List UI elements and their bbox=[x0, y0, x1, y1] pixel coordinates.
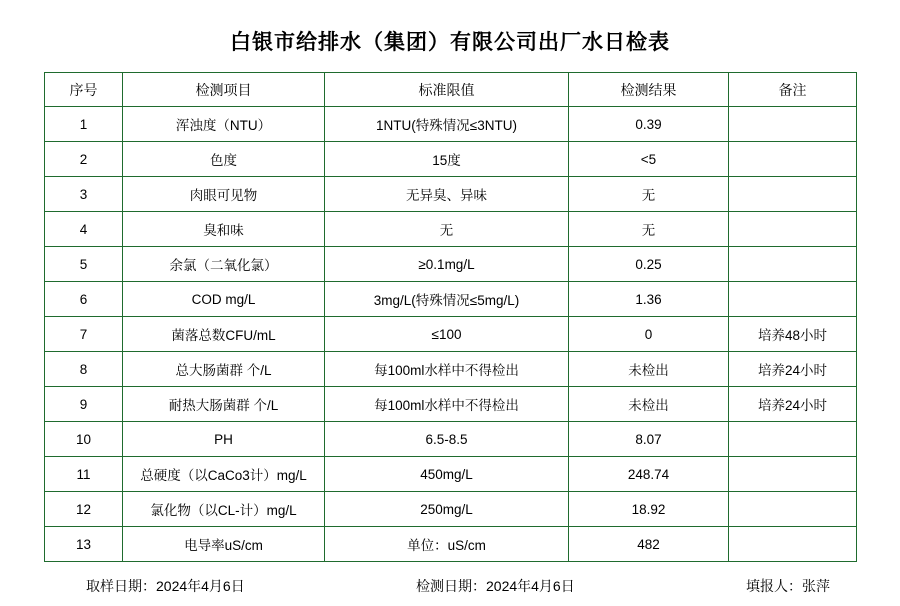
table-row bbox=[45, 177, 857, 212]
column-header-no: 序号 bbox=[45, 73, 123, 107]
column-header-result: 检测结果 bbox=[569, 73, 729, 107]
cell-no: 13 bbox=[45, 527, 123, 562]
cell-result: 248.74 bbox=[569, 457, 729, 492]
cell-limit: 6.5-8.5 bbox=[325, 422, 569, 457]
cell-no: 1 bbox=[45, 107, 123, 142]
cell-no: 10 bbox=[45, 422, 123, 457]
cell-item: 总大肠菌群 个/L bbox=[123, 352, 325, 387]
cell-limit: 3mg/L(特殊情况≤5mg/L) bbox=[325, 282, 569, 317]
table-row bbox=[45, 142, 857, 177]
cell-no: 2 bbox=[45, 142, 123, 177]
water-quality-table bbox=[44, 72, 857, 562]
cell-limit: 250mg/L bbox=[325, 492, 569, 527]
cell-note bbox=[729, 422, 857, 457]
cell-result: 无 bbox=[569, 177, 729, 212]
cell-item: 浑浊度（NTU） bbox=[123, 107, 325, 142]
cell-no: 3 bbox=[45, 177, 123, 212]
cell-item: 电导率uS/cm bbox=[123, 527, 325, 562]
cell-limit: 单位：uS/cm bbox=[325, 527, 569, 562]
cell-item: 色度 bbox=[123, 142, 325, 177]
table-row bbox=[45, 212, 857, 247]
cell-limit: 15度 bbox=[325, 142, 569, 177]
table-header-row bbox=[45, 73, 857, 107]
table-header bbox=[45, 73, 857, 107]
cell-no: 6 bbox=[45, 282, 123, 317]
cell-no: 9 bbox=[45, 387, 123, 422]
cell-note bbox=[729, 177, 857, 212]
table-container bbox=[0, 72, 900, 562]
reporter-name: 填报人：张萍 bbox=[746, 578, 830, 594]
table-row bbox=[45, 282, 857, 317]
cell-limit: 无 bbox=[325, 212, 569, 247]
cell-result: 未检出 bbox=[569, 352, 729, 387]
cell-result: 无 bbox=[569, 212, 729, 247]
cell-item: 余氯（二氧化氯） bbox=[123, 247, 325, 282]
cell-limit: 450mg/L bbox=[325, 457, 569, 492]
cell-item: 菌落总数CFU/mL bbox=[123, 317, 325, 352]
cell-limit: 每100ml水样中不得检出 bbox=[325, 387, 569, 422]
cell-no: 11 bbox=[45, 457, 123, 492]
cell-item: 臭和味 bbox=[123, 212, 325, 247]
table-row bbox=[45, 457, 857, 492]
column-header-note: 备注 bbox=[729, 73, 857, 107]
cell-note bbox=[729, 212, 857, 247]
cell-note bbox=[729, 107, 857, 142]
cell-note bbox=[729, 247, 857, 282]
cell-result: 8.07 bbox=[569, 422, 729, 457]
table-row bbox=[45, 422, 857, 457]
cell-result: 0.25 bbox=[569, 247, 729, 282]
cell-result: 0.39 bbox=[569, 107, 729, 142]
table-row bbox=[45, 352, 857, 387]
table-row bbox=[45, 492, 857, 527]
cell-note bbox=[729, 457, 857, 492]
cell-no: 8 bbox=[45, 352, 123, 387]
testing-date: 检测日期：2024年4月6日 bbox=[416, 578, 575, 594]
cell-item: 耐热大肠菌群 个/L bbox=[123, 387, 325, 422]
table-row bbox=[45, 317, 857, 352]
table-row bbox=[45, 247, 857, 282]
cell-result: 1.36 bbox=[569, 282, 729, 317]
table-row bbox=[45, 107, 857, 142]
cell-limit: 1NTU(特殊情况≤3NTU) bbox=[325, 107, 569, 142]
cell-limit: ≥0.1mg/L bbox=[325, 247, 569, 282]
column-header-item: 检测项目 bbox=[123, 73, 325, 107]
cell-limit: 无异臭、异味 bbox=[325, 177, 569, 212]
table-row bbox=[45, 387, 857, 422]
cell-note: 培养24小时 bbox=[729, 352, 857, 387]
cell-result: 未检出 bbox=[569, 387, 729, 422]
footer bbox=[0, 562, 900, 596]
cell-no: 7 bbox=[45, 317, 123, 352]
page-title: 白银市给排水（集团）有限公司出厂水日检表 bbox=[230, 31, 670, 54]
cell-limit: ≤100 bbox=[325, 317, 569, 352]
cell-item: 肉眼可见物 bbox=[123, 177, 325, 212]
sampling-date: 取样日期：2024年4月6日 bbox=[86, 578, 245, 594]
cell-result: 18.92 bbox=[569, 492, 729, 527]
cell-item: 总硬度（以CaCo3计）mg/L bbox=[123, 457, 325, 492]
cell-item: 氯化物（以CL-计）mg/L bbox=[123, 492, 325, 527]
cell-note: 培养24小时 bbox=[729, 387, 857, 422]
column-header-limit: 标准限值 bbox=[325, 73, 569, 107]
table-row bbox=[45, 527, 857, 562]
cell-result: <5 bbox=[569, 142, 729, 177]
cell-item: COD mg/L bbox=[123, 282, 325, 317]
cell-no: 4 bbox=[45, 212, 123, 247]
cell-note: 培养48小时 bbox=[729, 317, 857, 352]
cell-result: 482 bbox=[569, 527, 729, 562]
cell-note bbox=[729, 142, 857, 177]
cell-note bbox=[729, 282, 857, 317]
cell-item: PH bbox=[123, 422, 325, 457]
cell-limit: 每100ml水样中不得检出 bbox=[325, 352, 569, 387]
table-body bbox=[45, 107, 857, 562]
cell-result: 0 bbox=[569, 317, 729, 352]
cell-note bbox=[729, 527, 857, 562]
cell-note bbox=[729, 492, 857, 527]
cell-no: 12 bbox=[45, 492, 123, 527]
cell-no: 5 bbox=[45, 247, 123, 282]
